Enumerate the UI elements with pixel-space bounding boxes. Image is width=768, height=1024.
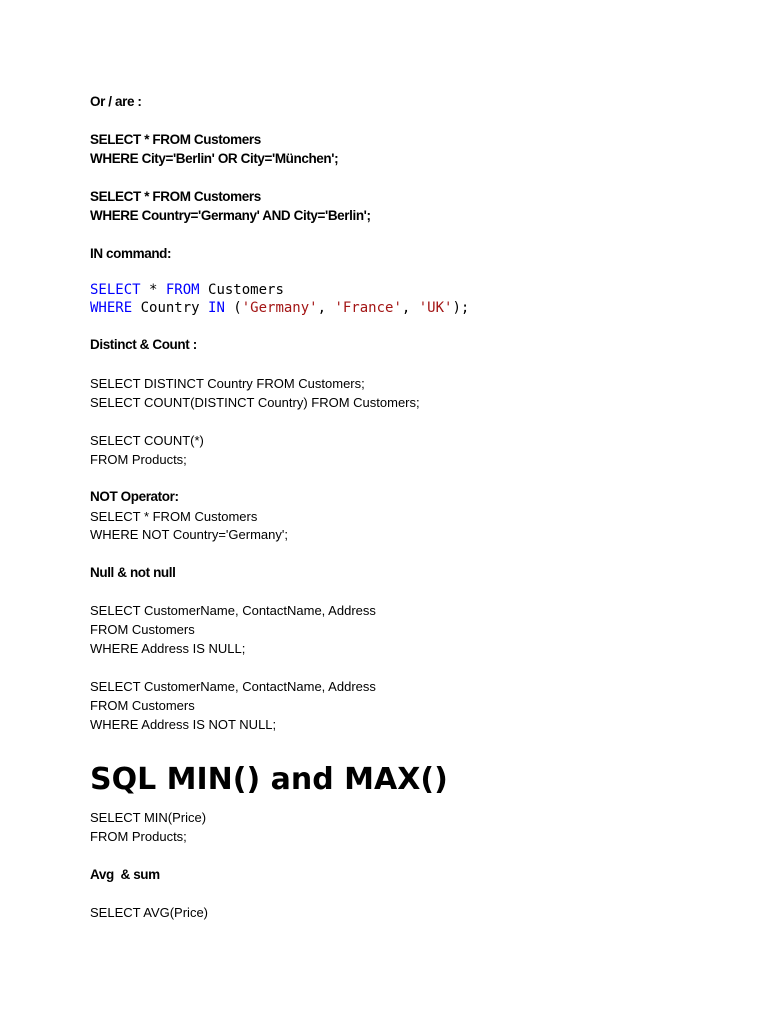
- code-text: ,: [401, 300, 419, 316]
- avg-line-1: SELECT AVG(Price): [90, 905, 208, 920]
- null-line-1: SELECT CustomerName, ContactName, Address: [90, 603, 376, 618]
- min-line-2: FROM Products;: [90, 829, 187, 844]
- distinct-line-2: SELECT COUNT(DISTINCT Country) FROM Customers;: [90, 395, 420, 410]
- code-string: 'Germany': [241, 300, 318, 316]
- code-text: Country: [132, 300, 209, 316]
- avg-sum-label: Avg & sum: [90, 867, 160, 882]
- notnull-line-3: WHERE Address IS NOT NULL;: [90, 717, 277, 732]
- notnull-line-2: FROM Customers: [90, 698, 195, 713]
- count-line-1: SELECT COUNT(*): [90, 433, 204, 448]
- in-code-line-1: [90, 281, 284, 299]
- or-query-line-2: WHERE City='Berlin' OR City='München';: [90, 151, 339, 166]
- and-query-line-2: WHERE Country='Germany' AND City='Berlin';: [90, 208, 371, 223]
- code-keyword: IN: [208, 300, 225, 316]
- not-operator-label: NOT Operator:: [90, 489, 179, 504]
- minmax-heading: SQL MIN() and MAX(): [90, 762, 448, 797]
- code-text: ,: [317, 300, 335, 316]
- in-command-label: IN command:: [90, 246, 172, 261]
- code-keyword: FROM: [165, 282, 200, 298]
- code-text: );: [452, 300, 470, 316]
- code-text: (: [224, 300, 242, 316]
- or-query-line-1: SELECT * FROM Customers: [90, 132, 261, 147]
- null-label: Null & not null: [90, 565, 176, 580]
- min-line-1: SELECT MIN(Price): [90, 810, 207, 825]
- null-line-2: FROM Customers: [90, 622, 195, 637]
- code-keyword: WHERE: [90, 300, 133, 316]
- distinct-count-label: Distinct & Count :: [90, 337, 197, 352]
- code-text: Customers: [199, 282, 284, 298]
- code-string: 'UK': [418, 300, 453, 316]
- distinct-line-1: SELECT DISTINCT Country FROM Customers;: [90, 376, 365, 391]
- not-line-1: SELECT * FROM Customers: [90, 509, 258, 524]
- or-are-label: Or / are :: [90, 94, 142, 109]
- and-query-line-1: SELECT * FROM Customers: [90, 189, 261, 204]
- not-line-2: WHERE NOT Country='Germany';: [90, 527, 288, 542]
- count-line-2: FROM Products;: [90, 452, 187, 467]
- in-code-line-2: [90, 299, 469, 317]
- code-keyword: SELECT: [90, 282, 141, 298]
- code-text: *: [140, 282, 166, 298]
- null-line-3: WHERE Address IS NULL;: [90, 641, 246, 656]
- code-string: 'France': [334, 300, 402, 316]
- notnull-line-1: SELECT CustomerName, ContactName, Address: [90, 679, 376, 694]
